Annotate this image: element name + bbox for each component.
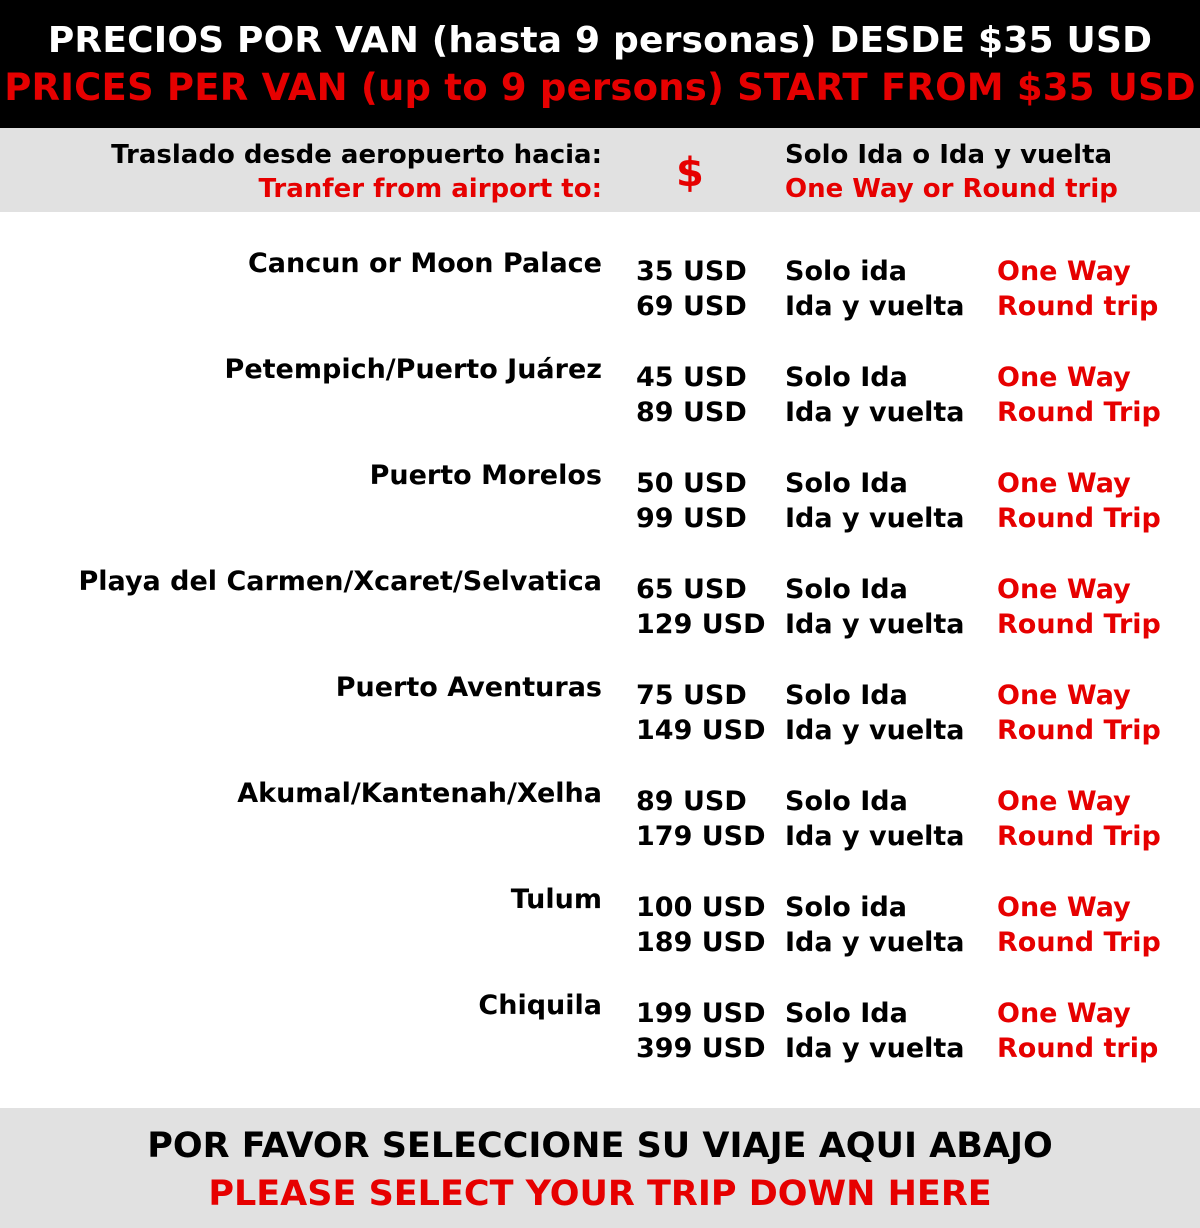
price-cell <box>636 890 766 960</box>
price-round-trip: 99 USD <box>636 503 747 534</box>
table-row <box>0 990 1200 1070</box>
trip-round-en: Round Trip <box>997 397 1161 428</box>
trip-type-label-english: One Way or Round trip <box>785 174 1118 204</box>
price-round-trip: 129 USD <box>636 609 766 640</box>
trip-type-spanish <box>785 890 965 960</box>
price-cell <box>636 254 747 324</box>
price-cell <box>636 360 747 430</box>
trip-type-column-label <box>785 138 1118 206</box>
trip-one-way-en: One Way <box>997 468 1131 499</box>
footer-english: PLEASE SELECT YOUR TRIP DOWN HERE <box>208 1174 992 1214</box>
title-banner <box>0 0 1200 128</box>
trip-one-way-en: One Way <box>997 892 1131 923</box>
price-cell <box>636 784 766 854</box>
price-one-way: 50 USD <box>636 468 747 499</box>
destination-name: Akumal/Kantenah/Xelha <box>237 778 602 809</box>
price-round-trip: 179 USD <box>636 821 766 852</box>
title-english: PRICES PER VAN (up to 9 persons) START FROM $35 USD <box>4 66 1196 109</box>
price-round-trip: 89 USD <box>636 397 747 428</box>
trip-type-spanish <box>785 784 965 854</box>
destination-column-label <box>111 138 602 206</box>
trip-round-en: Round Trip <box>997 609 1161 640</box>
destination-label-english: Tranfer from airport to: <box>258 174 602 204</box>
trip-round-es: Ida y vuelta <box>785 397 965 428</box>
trip-type-spanish <box>785 466 965 536</box>
trip-one-way-en: One Way <box>997 574 1131 605</box>
trip-round-en: Round Trip <box>997 503 1161 534</box>
trip-one-way-es: Solo Ida <box>785 574 908 605</box>
price-round-trip: 149 USD <box>636 715 766 746</box>
price-round-trip: 69 USD <box>636 291 747 322</box>
trip-one-way-es: Solo Ida <box>785 998 908 1029</box>
trip-round-en: Round trip <box>997 1033 1159 1064</box>
trip-type-spanish <box>785 572 965 642</box>
trip-one-way-es: Solo Ida <box>785 468 908 499</box>
trip-round-es: Ida y vuelta <box>785 715 965 746</box>
table-row <box>0 354 1200 434</box>
price-one-way: 89 USD <box>636 786 747 817</box>
trip-one-way-en: One Way <box>997 998 1131 1029</box>
destination-label-spanish: Traslado desde aeropuerto hacia: <box>111 140 602 170</box>
price-one-way: 65 USD <box>636 574 747 605</box>
price-one-way: 35 USD <box>636 256 747 287</box>
trip-round-en: Round Trip <box>997 927 1161 958</box>
trip-round-es: Ida y vuelta <box>785 927 965 958</box>
trip-type-spanish <box>785 360 965 430</box>
price-cell <box>636 466 747 536</box>
trip-round-es: Ida y vuelta <box>785 821 965 852</box>
trip-type-spanish <box>785 678 965 748</box>
trip-one-way-en: One Way <box>997 362 1131 393</box>
trip-round-es: Ida y vuelta <box>785 1033 965 1064</box>
price-round-trip: 399 USD <box>636 1033 766 1064</box>
trip-round-es: Ida y vuelta <box>785 291 965 322</box>
table-row <box>0 566 1200 646</box>
price-cell <box>636 996 766 1066</box>
price-one-way: 199 USD <box>636 998 766 1029</box>
trip-type-label-spanish: Solo Ida o Ida y vuelta <box>785 140 1113 170</box>
destination-name: Chiquila <box>478 990 602 1021</box>
price-one-way: 45 USD <box>636 362 747 393</box>
destination-name: Puerto Morelos <box>369 460 602 491</box>
footer-spanish: POR FAVOR SELECCIONE SU VIAJE AQUI ABAJO <box>147 1126 1053 1166</box>
trip-one-way-es: Solo ida <box>785 892 908 923</box>
price-one-way: 100 USD <box>636 892 766 923</box>
table-row <box>0 672 1200 752</box>
price-one-way: 75 USD <box>636 680 747 711</box>
trip-one-way-es: Solo Ida <box>785 680 908 711</box>
price-column-label: $ <box>676 150 704 196</box>
trip-round-en: Round Trip <box>997 715 1161 746</box>
table-row <box>0 460 1200 540</box>
trip-round-es: Ida y vuelta <box>785 503 965 534</box>
trip-one-way-en: One Way <box>997 786 1131 817</box>
trip-type-spanish <box>785 254 965 324</box>
trip-round-es: Ida y vuelta <box>785 609 965 640</box>
trip-round-en: Round Trip <box>997 821 1161 852</box>
trip-type-english <box>997 466 1161 536</box>
table-row <box>0 248 1200 328</box>
trip-one-way-en: One Way <box>997 680 1131 711</box>
trip-one-way-es: Solo Ida <box>785 786 908 817</box>
trip-type-english <box>997 254 1158 324</box>
price-cell <box>636 572 766 642</box>
trip-type-english <box>997 890 1161 960</box>
trip-type-english <box>997 784 1161 854</box>
destination-name: Cancun or Moon Palace <box>247 248 602 279</box>
destination-name: Petempich/Puerto Juárez <box>224 354 602 385</box>
trip-round-en: Round trip <box>997 291 1159 322</box>
trip-type-english <box>997 572 1161 642</box>
destination-name: Puerto Aventuras <box>335 672 602 703</box>
trip-type-english <box>997 360 1161 430</box>
trip-one-way-es: Solo Ida <box>785 362 908 393</box>
table-row <box>0 778 1200 858</box>
trip-type-spanish <box>785 996 965 1066</box>
trip-one-way-es: Solo ida <box>785 256 908 287</box>
destination-name: Playa del Carmen/Xcaret/Selvatica <box>78 566 602 597</box>
table-row <box>0 884 1200 964</box>
trip-one-way-en: One Way <box>997 256 1131 287</box>
footer-call-to-action <box>0 1108 1200 1228</box>
price-round-trip: 189 USD <box>636 927 766 958</box>
destination-name: Tulum <box>510 884 602 915</box>
trip-type-english <box>997 996 1158 1066</box>
trip-type-english <box>997 678 1161 748</box>
column-header <box>0 128 1200 212</box>
title-spanish: PRECIOS POR VAN (hasta 9 personas) DESDE $35 USD <box>47 20 1153 61</box>
price-cell <box>636 678 766 748</box>
